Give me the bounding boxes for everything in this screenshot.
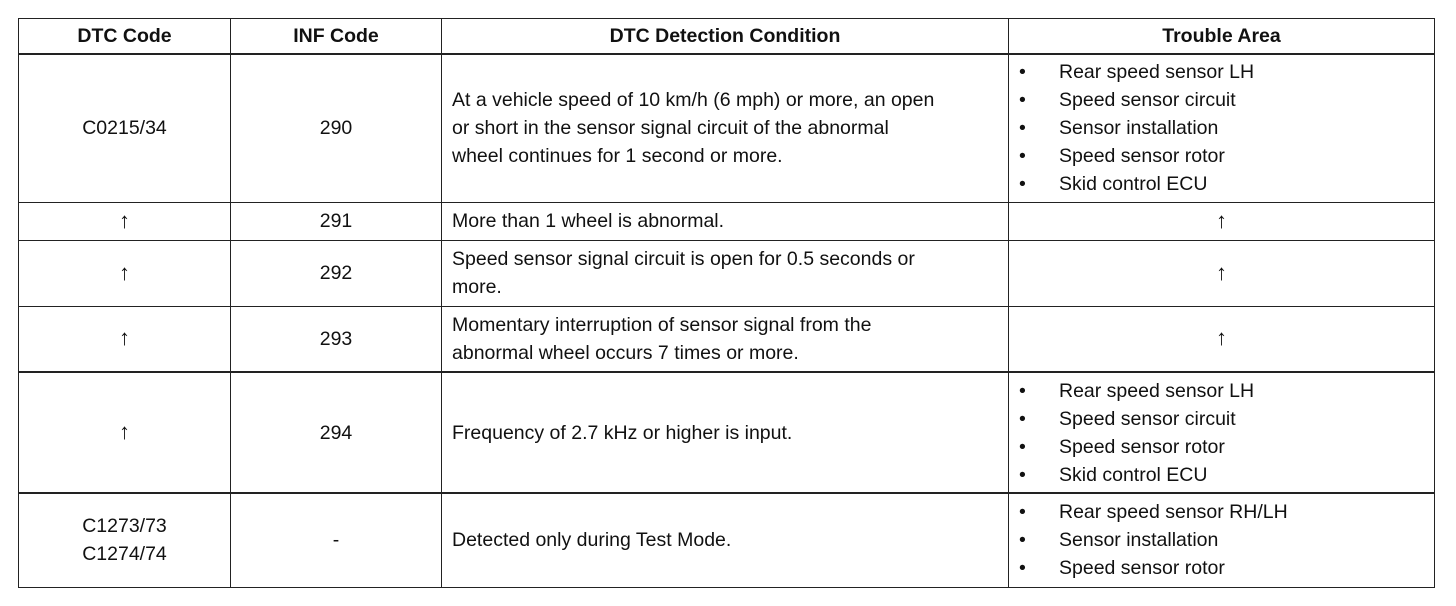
condition-line: more. <box>452 276 502 298</box>
inf-code-cell: 291 <box>231 202 442 240</box>
same-as-above-arrow: ↑ <box>119 325 130 351</box>
inf-code-cell: 294 <box>231 372 442 493</box>
trouble-area-list <box>1019 58 1424 198</box>
trouble-area-cell <box>1009 306 1435 372</box>
trouble-area-item: • Skid control ECU <box>1019 170 1424 198</box>
condition-line: Speed sensor signal circuit is open for 0.5 seconds or <box>452 248 915 270</box>
trouble-area-cell <box>1009 372 1435 493</box>
dtc-code-cell <box>19 202 231 240</box>
trouble-area-item: • Skid control ECU <box>1019 461 1424 489</box>
same-as-above-arrow: ↑ <box>119 259 130 285</box>
dtc-code-cell <box>19 54 231 202</box>
trouble-area-cell <box>1009 54 1435 202</box>
condition-cell <box>442 202 1009 240</box>
dtc-table <box>18 18 1435 588</box>
condition-line: Momentary interruption of sensor signal from the <box>452 313 872 336</box>
trouble-area-list <box>1019 377 1424 489</box>
trouble-area-item: • Sensor installation <box>1019 526 1424 554</box>
header-dtc-code: DTC Code <box>19 19 231 55</box>
trouble-area-cell <box>1009 202 1435 240</box>
dtc-code: C1273/73 <box>82 515 167 538</box>
same-as-above-arrow: ↑ <box>119 419 130 444</box>
inf-code-cell: 293 <box>231 306 442 372</box>
dtc-code: C0215/34 <box>82 117 167 140</box>
table-row <box>19 493 1435 587</box>
trouble-area-item: • Speed sensor rotor <box>1019 554 1424 582</box>
trouble-area-item: • Rear speed sensor RH/LH <box>1019 498 1424 526</box>
trouble-area-item: • Speed sensor circuit <box>1019 86 1424 114</box>
table-row <box>19 240 1435 306</box>
condition-line: wheel continues for 1 second or more. <box>452 145 783 168</box>
trouble-area-item: • Rear speed sensor LH <box>1019 58 1424 86</box>
header-inf-code: INF Code <box>231 19 442 55</box>
trouble-area-cell <box>1009 493 1435 587</box>
condition-line: More than 1 wheel is abnormal. <box>452 210 725 232</box>
condition-cell <box>442 240 1009 306</box>
inf-code-cell: - <box>231 493 442 587</box>
same-as-above-arrow: ↑ <box>1216 325 1227 351</box>
table-row <box>19 306 1435 372</box>
header-row <box>19 19 1435 55</box>
trouble-area-cell <box>1009 240 1435 306</box>
condition-line: Detected only during Test Mode. <box>452 529 732 552</box>
dtc-code: C1274/74 <box>82 543 167 566</box>
same-as-above-arrow: ↑ <box>119 207 130 233</box>
condition-cell <box>442 372 1009 493</box>
trouble-area-item: • Speed sensor rotor <box>1019 433 1424 461</box>
trouble-area-item: • Rear speed sensor LH <box>1019 377 1424 405</box>
condition-cell <box>442 493 1009 587</box>
table-row <box>19 54 1435 202</box>
condition-cell <box>442 306 1009 372</box>
condition-cell <box>442 54 1009 202</box>
table-row <box>19 372 1435 493</box>
trouble-area-item: • Sensor installation <box>1019 114 1424 142</box>
header-trouble-area: Trouble Area <box>1009 19 1435 55</box>
trouble-area-item: • Speed sensor circuit <box>1019 405 1424 433</box>
condition-line: At a vehicle speed of 10 km/h (6 mph) or more, an open <box>452 89 935 112</box>
dtc-code-cell <box>19 306 231 372</box>
header-detection-condition: DTC Detection Condition <box>442 19 1009 55</box>
trouble-area-list <box>1019 498 1424 582</box>
condition-line: Frequency of 2.7 kHz or higher is input. <box>452 421 793 444</box>
condition-line: or short in the sensor signal circuit of the abnormal <box>452 117 889 140</box>
inf-code-cell: 292 <box>231 240 442 306</box>
dtc-code-cell <box>19 372 231 493</box>
inf-code-cell: 290 <box>231 54 442 202</box>
dtc-code-cell <box>19 240 231 306</box>
same-as-above-arrow: ↑ <box>1216 259 1227 285</box>
condition-line: abnormal wheel occurs 7 times or more. <box>452 341 799 364</box>
dtc-code-cell <box>19 493 231 587</box>
trouble-area-item: • Speed sensor rotor <box>1019 142 1424 170</box>
table-row <box>19 202 1435 240</box>
same-as-above-arrow: ↑ <box>1216 207 1227 233</box>
